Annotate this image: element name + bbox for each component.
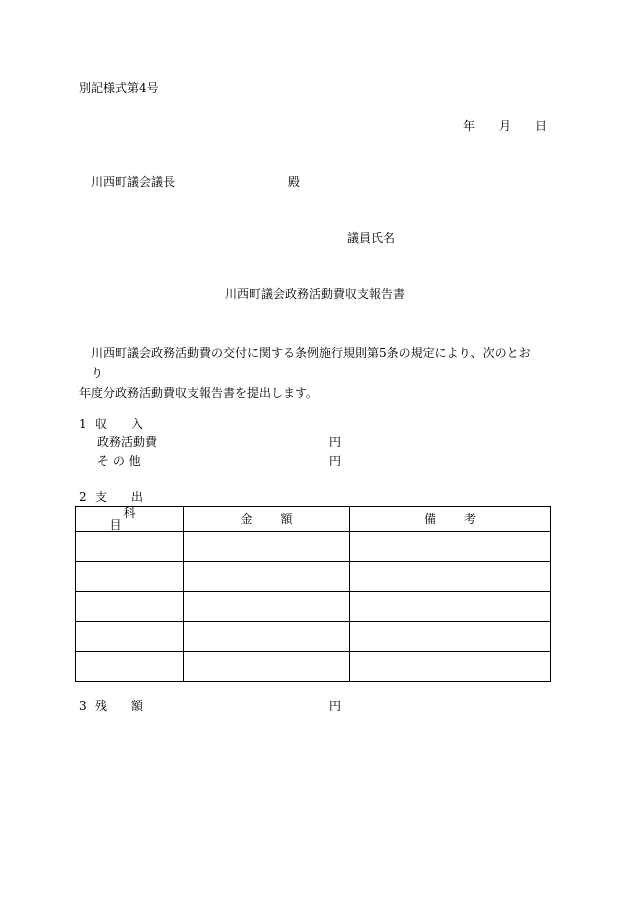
day-unit: 日 (535, 119, 548, 133)
table-cell[interactable] (350, 652, 551, 682)
document-title: 川西町議会政務活動費収支報告書 (225, 287, 406, 301)
income-row-unit: 円 (329, 454, 342, 468)
column-header-remarks: 備考 (350, 507, 551, 532)
body-line-1: 川西町議会政務活動費の交付に関する条例施行規則第5条の規定により、次のとおり (91, 346, 531, 380)
table-cell[interactable] (76, 622, 184, 652)
table-cell[interactable] (184, 592, 350, 622)
body-text (79, 343, 539, 403)
income-row-label: そ の 他 (97, 454, 141, 468)
table-row (76, 532, 551, 562)
expenditure-heading-text: 支出 (95, 490, 168, 504)
table-cell[interactable] (76, 652, 184, 682)
table-row (76, 592, 551, 622)
table-cell[interactable] (76, 592, 184, 622)
table-cell[interactable] (184, 652, 350, 682)
expenditure-number: 2 (79, 490, 87, 504)
year-unit: 年 (463, 119, 476, 133)
income-row-label: 政務活動費 (97, 435, 158, 449)
balance-unit: 円 (329, 699, 342, 713)
table-cell[interactable] (350, 622, 551, 652)
form-number: 別記様式第4号 (79, 81, 159, 95)
table-cell[interactable] (76, 532, 184, 562)
table-cell[interactable] (350, 532, 551, 562)
expenditure-heading (79, 491, 167, 503)
table-row (76, 622, 551, 652)
balance-heading-text: 残額 (95, 699, 168, 713)
balance-number: 3 (79, 699, 87, 713)
table-row (76, 652, 551, 682)
member-name-label: 議員氏名 (347, 231, 396, 245)
income-row-unit: 円 (329, 435, 342, 449)
table-cell[interactable] (184, 562, 350, 592)
body-line-2: 年度分政務活動費収支報告書を提出します。 (79, 386, 319, 400)
table-header-row (76, 507, 551, 532)
month-unit: 月 (499, 119, 512, 133)
table-cell[interactable] (350, 592, 551, 622)
income-heading-text: 収入 (95, 417, 168, 431)
addressee-honorific: 殿 (288, 175, 301, 189)
table-cell[interactable] (350, 562, 551, 592)
income-number: 1 (79, 417, 87, 431)
table-cell[interactable] (184, 622, 350, 652)
date-line (463, 120, 547, 132)
table-row (76, 562, 551, 592)
balance-heading (79, 700, 167, 712)
income-heading (79, 418, 167, 430)
addressee-name: 川西町議会議長 (91, 175, 176, 189)
expenditure-table (75, 506, 551, 682)
table-cell[interactable] (184, 532, 350, 562)
column-header-subject: 科目 (76, 507, 184, 532)
table-cell[interactable] (76, 562, 184, 592)
column-header-amount: 金額 (184, 507, 350, 532)
